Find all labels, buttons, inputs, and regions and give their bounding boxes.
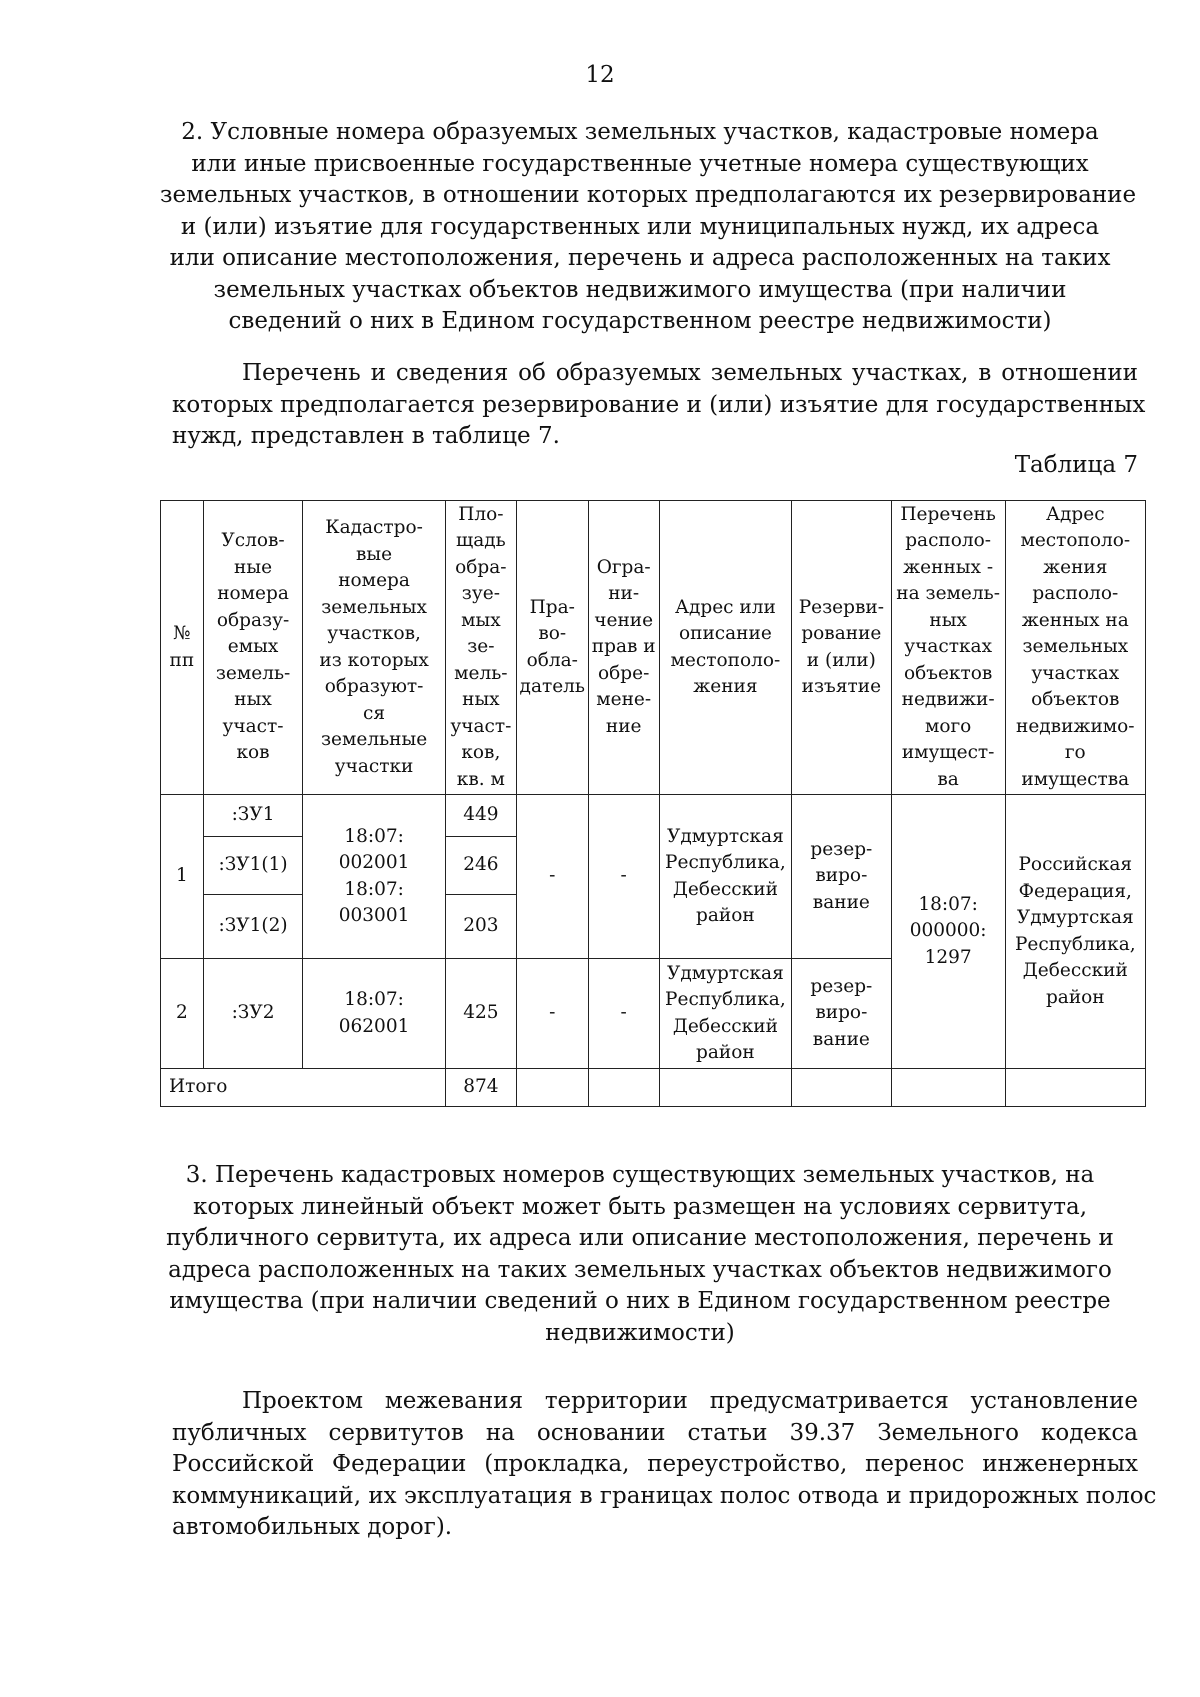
cell-line: участков, [327, 623, 421, 644]
header-objects [891, 501, 1005, 795]
cell-line: ся [363, 702, 386, 724]
heading-line: земельных участках объектов недвижимого имущества (при наличии [213, 276, 1067, 303]
reservation-cell [792, 959, 892, 1069]
cell-line: прав и [591, 636, 656, 658]
cell-line: из которых [319, 649, 429, 671]
heading-line: 3. Перечень кадастровых номеров существующих земельных участков, на [185, 1162, 1095, 1188]
cell-line: ных [234, 689, 272, 711]
cell-line: 18:07: [344, 989, 404, 1010]
cell-line: Пло- [458, 503, 504, 525]
cell-line: вые [356, 543, 393, 565]
heading-line: сведений о них в Едином государственном реестре недвижимости) [228, 308, 1052, 334]
cell-line: район [696, 1042, 755, 1063]
cell-line: земельных [321, 596, 427, 618]
cell-line: объектов [1031, 689, 1120, 711]
cell-line: ных [929, 609, 967, 631]
cell-line: местополо- [670, 649, 781, 671]
header-cadastral-numbers [303, 501, 445, 795]
restriction-cell: - [588, 959, 659, 1069]
cell-line: Огра- [596, 556, 651, 578]
cell-line: мене- [596, 689, 652, 711]
intro-paragraph [172, 358, 1146, 453]
heading-line: которых линейный объект может быть размещен на условиях сервитута, [192, 1193, 1088, 1220]
cell-line: Республика, [1014, 933, 1136, 955]
plot-name: :ЗУ1(1) [203, 837, 303, 895]
reservation-cell [792, 795, 892, 959]
cell-line: ков, [461, 742, 501, 764]
cell-line: недвижимо- [1016, 715, 1135, 737]
cell-line: Удмуртская [1016, 907, 1134, 928]
cell-line: пп [169, 649, 195, 671]
heading-line: или описание местоположения, перечень и адреса расположенных на таких [169, 245, 1111, 271]
heading-line: недвижимости) [545, 1319, 735, 1346]
cell-line: земельных [1022, 636, 1129, 658]
cell-line: го [1064, 742, 1086, 764]
cell-line: виро- [815, 1002, 868, 1024]
paragraph-line: нужд, представлен в таблице 7. [172, 423, 560, 449]
cell-line: ные [234, 556, 273, 578]
heading-line: 2. Условные номера образуемых земельных участков, кадастровые номера [181, 119, 1099, 145]
cell-line: женных на [1021, 609, 1129, 631]
paragraph-line: автомобильных дорог). [172, 1514, 453, 1540]
plot-name: :ЗУ2 [203, 959, 303, 1069]
cell-line: Дебесский [672, 1015, 778, 1037]
objects-address-cell [1005, 795, 1145, 1069]
plot-name: :ЗУ1(2) [203, 895, 303, 959]
cell-line: № [173, 623, 191, 644]
cell-line: и (или) [806, 649, 876, 671]
cell-line: во- [538, 623, 567, 644]
empty-cell [659, 1069, 791, 1107]
cell-line: 003001 [338, 905, 410, 926]
section-2-heading [160, 117, 1137, 338]
cell-line: объектов [903, 662, 993, 684]
cell-line: вание [812, 891, 870, 913]
cell-line: 062001 [338, 1015, 410, 1037]
header-owner [516, 501, 588, 795]
cell-line: участ- [222, 715, 284, 737]
cell-line: ни- [608, 583, 640, 605]
paragraph-line: Проектом межевания территории предусматривается установление [242, 1388, 1138, 1414]
row-num: 2 [161, 959, 204, 1069]
cell-line: земель- [215, 662, 291, 684]
cell-line: ков [236, 742, 270, 764]
cell-line: щадь [456, 530, 506, 552]
cell-line: 18:07: [344, 825, 404, 847]
land-plots-table [160, 500, 1146, 1107]
cell-line: резер- [810, 975, 873, 997]
cell-line: участ- [450, 715, 512, 737]
header-restriction [588, 501, 659, 795]
cadastral-cell [303, 959, 445, 1069]
empty-cell [1005, 1069, 1145, 1107]
cell-line: датель [519, 676, 585, 697]
cell-line: номера [217, 583, 289, 605]
header-objects-address [1005, 501, 1145, 795]
heading-line: и (или) изъятие для государственных или муниципальных нужд, их адреса [180, 213, 1100, 240]
cell-line: чение [594, 609, 654, 631]
paragraph-line: Перечень и сведения об образуемых земельных участках, в отношении [242, 360, 1138, 386]
cell-line: Перечень [900, 503, 996, 525]
cell-line: Пра- [529, 596, 575, 618]
cell-line: располо- [905, 530, 992, 552]
closing-paragraph [172, 1386, 1157, 1544]
cell-line: Адрес или [674, 596, 776, 618]
cell-line: вание [812, 1028, 870, 1050]
cell-line: резер- [810, 838, 873, 860]
table-row [161, 795, 1146, 837]
plot-name: :ЗУ1 [203, 795, 303, 837]
cell-line: жения [1043, 556, 1108, 578]
heading-line: имущества (при наличии сведений о них в Едином государственном реестре [169, 1288, 1111, 1314]
heading-line: или иные присвоенные государственные учетные номера существующих [191, 150, 1089, 177]
cell-line: 18:07: [918, 893, 978, 915]
paragraph-line: Российской Федерации (прокладка, переустройство, перенос инженерных [172, 1451, 1138, 1477]
cell-line: район [696, 905, 755, 926]
row-num: 1 [161, 795, 204, 959]
cell-line: Республика, [665, 852, 786, 873]
cell-line: Удмуртская [667, 825, 784, 847]
cell-line: имущества [1021, 768, 1130, 790]
cell-line: образуют- [324, 676, 424, 697]
address-cell [659, 959, 791, 1069]
cell-line: Федерация, [1018, 880, 1132, 902]
cell-line: местополо- [1020, 530, 1131, 552]
empty-cell [891, 1069, 1005, 1107]
cell-line: 000000: [909, 920, 987, 942]
cell-line: земельные [320, 729, 428, 750]
cell-line: имущест- [901, 742, 995, 764]
owner-cell: - [516, 795, 588, 959]
cell-line: мель- [454, 662, 508, 684]
address-cell [659, 795, 791, 959]
paragraph-line: которых предполагается резервирование и (или) изъятие для государственных [172, 391, 1146, 418]
table-header-row [161, 501, 1146, 795]
plot-area: 246 [445, 837, 516, 895]
cell-line: виро- [815, 865, 868, 887]
total-label: Итого [161, 1069, 446, 1107]
plot-area: 425 [445, 959, 516, 1069]
header-address [659, 501, 791, 795]
heading-line: адреса расположенных на таких земельных участках объектов недвижимого [168, 1256, 1112, 1283]
cell-line: изъятие [801, 676, 882, 697]
cell-line: женных - [903, 556, 994, 578]
header-conditional-numbers [203, 501, 303, 795]
cell-line: кв. м [456, 768, 505, 790]
empty-cell [792, 1069, 892, 1107]
cell-line: жения [693, 676, 758, 697]
empty-cell [588, 1069, 659, 1107]
paragraph-line: публичных сервитутов на основании статьи 39.37 Земельного кодекса [172, 1419, 1138, 1446]
cell-line: мого [924, 715, 972, 737]
cell-line: Дебесский [672, 878, 778, 900]
objects-cell [891, 795, 1005, 1069]
cell-line: участки [334, 755, 414, 777]
cell-line: ние [605, 715, 642, 737]
cell-line: описание [678, 623, 772, 644]
header-reservation [792, 501, 892, 795]
cell-line: ва [937, 768, 959, 790]
plot-area: 449 [445, 795, 516, 837]
cell-line: обла- [526, 649, 578, 671]
cell-line: участках [904, 636, 993, 658]
cell-line: образу- [216, 609, 290, 631]
cell-line: номера [338, 570, 410, 591]
cell-line: Кадастро- [325, 517, 423, 538]
cell-line: емых [227, 636, 279, 658]
section-3-heading [160, 1160, 1120, 1349]
cell-line: Республика, [665, 989, 786, 1010]
cell-line: Дебесский [1022, 960, 1128, 981]
cell-line: обре- [598, 662, 650, 684]
cell-line: зе- [467, 636, 495, 658]
table-caption: Таблица 7 [1014, 452, 1138, 478]
cell-line: ных [462, 689, 500, 711]
heading-line: публичного сервитута, их адреса или описание местоположения, перечень и [166, 1225, 1114, 1251]
header-area [445, 501, 516, 795]
cadastral-cell [303, 795, 445, 959]
paragraph-line: коммуникаций, их эксплуатация в границах полос отвода и придорожных полос [172, 1482, 1157, 1509]
header-num [161, 501, 204, 795]
cell-line: Удмуртская [667, 962, 784, 984]
cell-line: обра- [455, 556, 507, 578]
page-number: 12 [585, 62, 615, 88]
cell-line: рование [801, 623, 882, 644]
cell-line: зуе- [461, 583, 500, 605]
cell-line: на земель- [896, 583, 1000, 605]
cell-line: Резерви- [798, 596, 884, 618]
total-row [161, 1069, 1146, 1107]
cell-line: 18:07: [344, 878, 404, 900]
plot-area: 203 [445, 895, 516, 959]
heading-line: земельных участков, в отношении которых предполагаются их резервирование [160, 182, 1137, 208]
cell-line: участках [1031, 662, 1120, 684]
restriction-cell: - [588, 795, 659, 959]
total-area: 874 [445, 1069, 516, 1107]
cell-line: 1297 [924, 946, 972, 968]
cell-line: располо- [1032, 583, 1119, 605]
cell-line: недвижи- [901, 689, 995, 711]
cell-line: Услов- [221, 530, 285, 552]
cell-line: район [1045, 986, 1105, 1008]
cell-line: 002001 [338, 852, 410, 873]
empty-cell [516, 1069, 588, 1107]
cell-line: Адрес [1046, 503, 1105, 525]
owner-cell: - [516, 959, 588, 1069]
cell-line: мых [461, 609, 501, 631]
cell-line: Российская [1018, 854, 1133, 875]
